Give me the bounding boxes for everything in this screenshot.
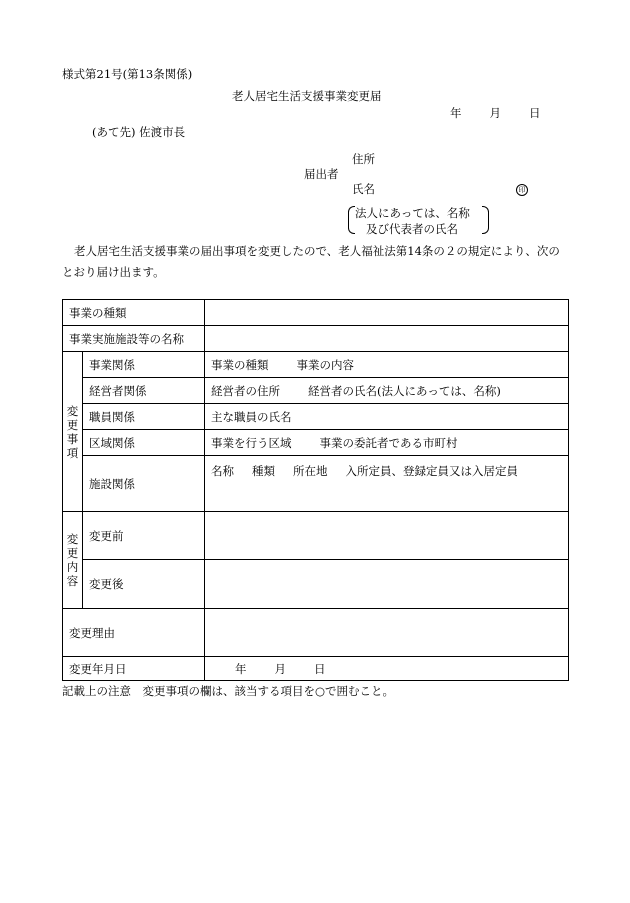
date-month: 月 (489, 106, 501, 120)
change-item-area: 区域関係 (83, 430, 205, 456)
option-manager-name[interactable]: 経営者の氏名(法人にあっては、名称) (308, 383, 501, 398)
option-facility-type[interactable]: 種類 (252, 464, 275, 478)
facility-name-field[interactable] (205, 326, 569, 352)
row-change-business (63, 352, 569, 378)
addressee: (あて先) 佐渡市長 (92, 125, 186, 139)
option-facility-location[interactable]: 所在地 (293, 464, 328, 478)
change-item-manager-options[interactable] (205, 378, 569, 404)
change-before-label: 変更前 (83, 512, 205, 560)
row-change-date (63, 657, 569, 681)
date-year: 年 (450, 106, 462, 120)
page-title: 老人居宅生活支援事業変更届 (232, 89, 382, 103)
row-change-reason (63, 609, 569, 657)
option-facility-name[interactable]: 名称 (211, 464, 234, 478)
change-items-label-text: 変更事項 (66, 403, 79, 460)
option-staff-names[interactable]: 主な職員の氏名 (211, 409, 292, 424)
form-number: 様式第21号(第13条関係) (62, 67, 193, 81)
change-item-business-options[interactable] (205, 352, 569, 378)
option-consigning-municipality[interactable]: 事業の委託者である市町村 (319, 435, 458, 450)
change-item-business: 事業関係 (83, 352, 205, 378)
change-item-manager: 経営者関係 (83, 378, 205, 404)
change-item-staff: 職員関係 (83, 404, 205, 430)
seal-mark: 印 (516, 184, 528, 196)
corp-note-line-2: 及び代表者の氏名 (366, 222, 458, 236)
row-change-after (63, 560, 569, 609)
change-date-year: 年 (235, 661, 247, 676)
change-reason-field[interactable] (205, 609, 569, 657)
change-date-month: 月 (274, 661, 286, 676)
change-date-day: 日 (314, 661, 326, 676)
corp-note-bracket-right (482, 206, 489, 234)
row-change-manager (63, 378, 569, 404)
change-after-field[interactable] (205, 560, 569, 609)
change-before-field[interactable] (205, 512, 569, 560)
body-text: 老人居宅生活支援事業の届出事項を変更したので、老人福祉法第14条の２の規定により、次のとおり届け出ます。 (62, 244, 560, 279)
change-content-label (63, 512, 83, 609)
change-reason-label: 変更理由 (63, 609, 205, 657)
row-change-area (63, 430, 569, 456)
change-item-facility-options[interactable] (205, 456, 569, 512)
corp-note-line-1: 法人にあっては、名称 (355, 206, 470, 220)
change-after-label: 変更後 (83, 560, 205, 609)
change-date-label: 変更年月日 (63, 657, 205, 681)
business-type-field[interactable] (205, 300, 569, 326)
option-manager-address[interactable]: 経営者の住所 (211, 383, 280, 398)
date-line (450, 105, 541, 121)
option-business-type[interactable]: 事業の種類 (211, 357, 269, 372)
row-business-type (63, 300, 569, 326)
business-type-label: 事業の種類 (63, 300, 205, 326)
facility-name-label: 事業実施施設等の名称 (63, 326, 205, 352)
row-change-before (63, 512, 569, 560)
row-change-staff (63, 404, 569, 430)
change-item-area-options[interactable] (205, 430, 569, 456)
option-business-content[interactable]: 事業の内容 (296, 357, 354, 372)
change-item-facility: 施設関係 (83, 456, 205, 512)
row-facility-name (63, 326, 569, 352)
change-date-field[interactable] (205, 657, 569, 681)
address-label: 住所 (352, 152, 375, 166)
option-service-area[interactable]: 事業を行う区域 (211, 435, 292, 450)
row-change-facility (63, 456, 569, 512)
applicant-label: 届出者 (304, 167, 339, 181)
change-item-staff-options[interactable] (205, 404, 569, 430)
change-form-table (62, 299, 569, 681)
date-day: 日 (529, 106, 541, 120)
form-note: 記載上の注意 変更事項の欄は、該当する項目を○で囲むこと。 (62, 684, 395, 698)
change-content-label-text: 変更内容 (66, 532, 79, 588)
name-label: 氏名 (352, 182, 375, 196)
corp-note-bracket-left (348, 206, 355, 234)
option-facility-capacity[interactable]: 入所定員、登録定員又は入居定員 (345, 464, 518, 478)
change-items-label (63, 352, 83, 512)
